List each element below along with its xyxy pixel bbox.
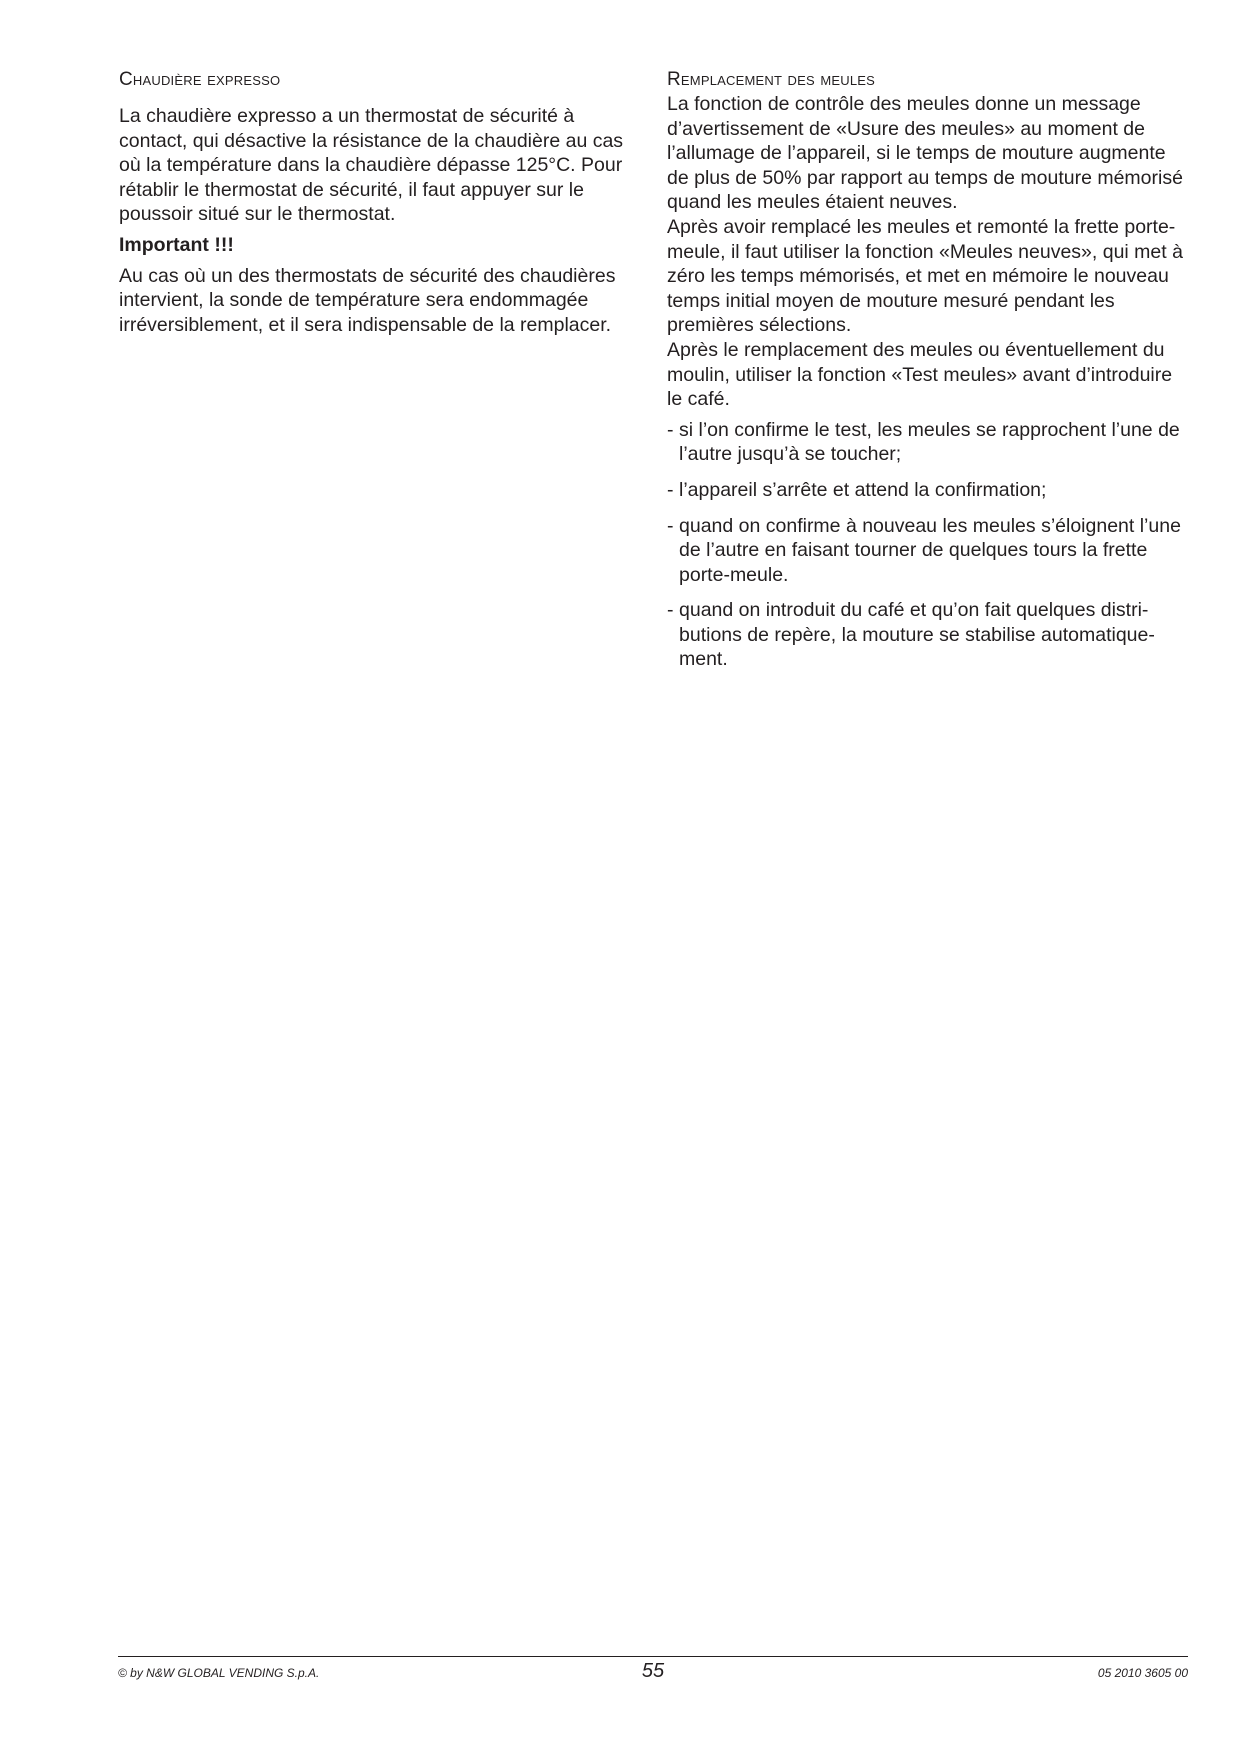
procedure-list <box>667 418 1187 672</box>
copyright-text: © by N&W GLOBAL VENDING S.p.A. <box>118 1666 320 1680</box>
list-dash: - <box>667 599 674 622</box>
section-title-meules: Remplacement des meules <box>667 69 876 90</box>
page-footer <box>118 1656 1188 1687</box>
important-heading: Important !!! <box>119 233 234 256</box>
right-column <box>667 68 1187 683</box>
list-item-text: si l’on confirme le test, les meules se rapprochent l’une de l’autre jusqu’à se toucher; <box>679 418 1180 466</box>
paragraph-sonde: Au cas où un des thermostats de sécurité des chaudières intervient, la sonde de température sera endommagée irréversiblement, et il sera indispensable de la remplacer. <box>119 264 616 336</box>
section-title-chaudiere: Chaudière expresso <box>119 69 281 90</box>
paragraph-thermostat: La chaudière expresso a un thermostat de sécurité à contact, qui désactive la résistance de la chaudière au cas où la température dans la chaudière dépasse 125°C. Pour rétablir le thermostat de sécurité, il faut appuyer sur le poussoir situé sur le thermostat. <box>119 105 624 226</box>
paragraph-usure: La fonction de contrôle des meules donne un message d’avertissement de «Usure des meules» au moment de l’allumage de l’appareil, si le temps de mouture augmente de plus de 50% par rapport au temps de mouture mémorisé quand les meules étaient neuves. <box>667 93 1183 214</box>
list-item <box>667 478 1187 503</box>
list-item-text: quand on introduit du café et qu’on fait quelques distributions de repère, la mouture se stabilise automatiquement. <box>679 599 1155 671</box>
list-item-text: quand on confirme à nouveau les meules s’éloignent l’une de l’autre en faisant tourner de quelques tours la frette porte-meule. <box>679 514 1181 586</box>
list-dash: - <box>667 514 674 537</box>
left-column <box>119 68 639 343</box>
paragraph-test-meules: Après le remplacement des meules ou éventuellement du moulin, utiliser la fonction «Test meules» avant d’introduire le café. <box>667 338 1173 411</box>
list-item <box>667 598 1187 672</box>
list-item <box>667 514 1187 588</box>
list-item <box>667 418 1187 467</box>
list-dash: - <box>667 418 674 441</box>
list-dash: - <box>667 478 674 501</box>
document-code: 05 2010 3605 00 <box>1097 1666 1188 1680</box>
paragraph-meules-neuves: Après avoir remplacé les meules et remonté la frette porte-meule, il faut utiliser la fonction «Meules neuves», qui met à zéro les temps mémorisés, et met en mémoire le nouveau temps initial moyen de mouture mesuré pendant les premières sélections. <box>667 215 1183 337</box>
list-item-text: l’appareil s’arrête et attend la confirmation; <box>679 478 1047 501</box>
page-number: 55 <box>641 1660 665 1682</box>
